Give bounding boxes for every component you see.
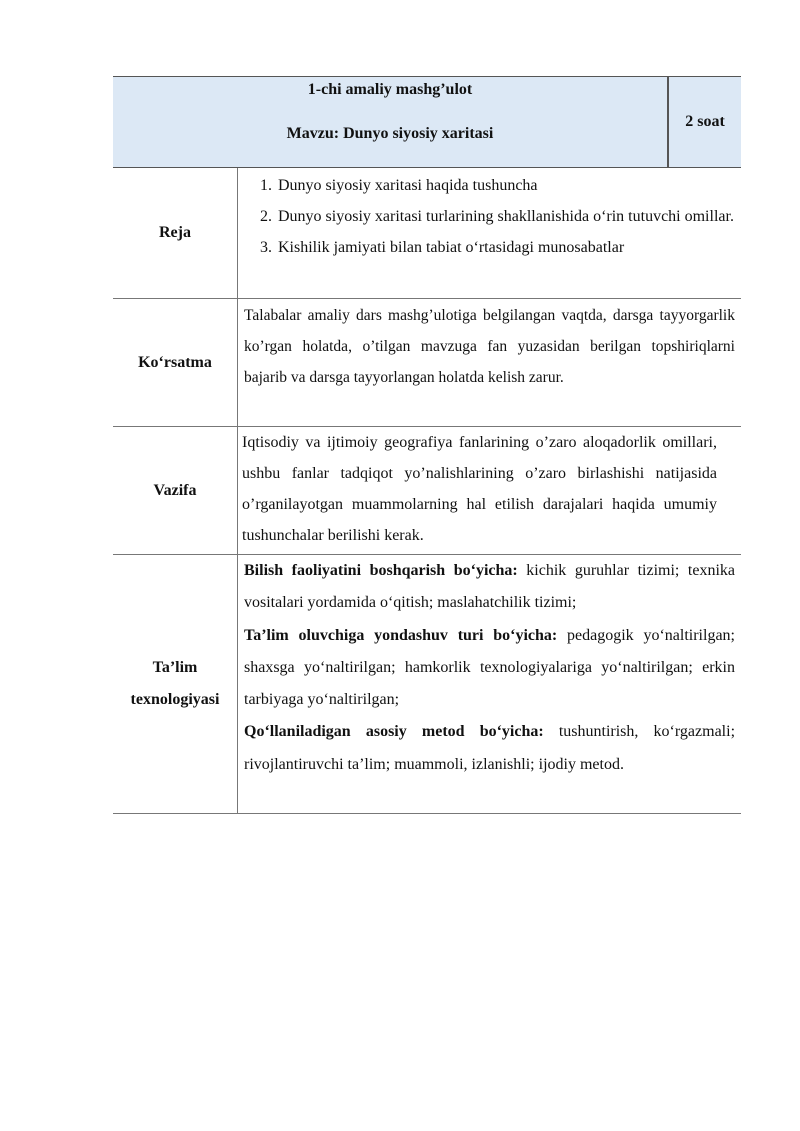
talim-label xyxy=(113,555,238,813)
talim-label-line1: Ta’lim xyxy=(152,659,198,676)
row-reja xyxy=(113,168,741,299)
vazifa-text: Iqtisodiy va ijtimoiy geografiya fanlarining o’zaro aloqadorlik omillari, ushbu fanlar tadqiqot yo’nalishlarining o’zaro birlashishi natijasida o’rganilayotgan muammolarning hal etilish darajalari haqida umumiy tushunchalar berilishi kerak. xyxy=(242,434,717,544)
duration-label: 2 soat xyxy=(685,113,725,130)
talim-content xyxy=(238,555,741,813)
row-vazifa xyxy=(113,427,741,555)
talim-paragraph xyxy=(244,620,735,717)
lesson-table xyxy=(113,76,741,814)
lesson-title: 1-chi amaliy mashg’ulot xyxy=(307,81,473,98)
talim-label-line2: texnologiyasi xyxy=(130,691,220,708)
reja-content xyxy=(238,168,741,298)
table-header xyxy=(113,76,741,168)
talim-paragraph-heading: Ta’lim oluvchiga yondashuv turi bo‘yicha: xyxy=(244,626,558,644)
lesson-topic: Mavzu: Dunyo siyosiy xaritasi xyxy=(286,125,494,142)
header-title-cell xyxy=(113,77,668,167)
talim-paragraph-text: kichik guruhlar tizimi; texnika vositalari yordamida o‘qitish; maslahatchilik tizimi; xyxy=(244,562,736,612)
talim-paragraph-text: pedagogik yo‘naltirilgan; shaxsga yo‘naltirilgan; hamkorlik texnologiyalariga yo‘naltirilgan; erkin tarbiyaga yo‘naltirilgan; xyxy=(244,626,735,709)
vazifa-label: Vazifa xyxy=(113,427,238,554)
talim-paragraph xyxy=(244,555,735,620)
korsatma-text: Talabalar amaliy dars mashg’ulotiga belgilangan vaqtda, darsga tayyorgarlik ko’rgan holatda, o’tilgan mavzuga fan yuzasidan berilgan topshiriqlarni bajarib va darsga tayyorlangan holatda kelish zarur. xyxy=(244,307,735,386)
reja-item: 2. Dunyo siyosiy xaritasi turlarining shakllanishida o‘rin tutuvchi omillar. xyxy=(276,201,735,232)
talim-paragraph xyxy=(244,716,735,781)
korsatma-label: Ko‘rsatma xyxy=(113,299,238,426)
reja-item: 1. Dunyo siyosiy xaritasi haqida tushuncha xyxy=(276,170,735,201)
duration-cell xyxy=(668,77,741,167)
talim-paragraph-heading: Qo‘llaniladigan asosiy metod bo‘yicha: xyxy=(244,723,544,741)
reja-label: Reja xyxy=(113,168,238,298)
reja-list xyxy=(244,168,735,263)
talim-paragraph-heading: Bilish faoliyatini boshqarish bo‘yicha: xyxy=(244,562,518,579)
row-korsatma xyxy=(113,299,741,427)
talim-paragraph-text: tushuntirish, ko‘rgazmali; rivojlantiruvchi ta’lim; muammoli, izlanishli; ijodiy metod. xyxy=(244,723,736,773)
reja-item: 3. Kishilik jamiyati bilan tabiat o‘rtasidagi munosabatlar xyxy=(276,232,735,263)
row-talim xyxy=(113,555,741,814)
